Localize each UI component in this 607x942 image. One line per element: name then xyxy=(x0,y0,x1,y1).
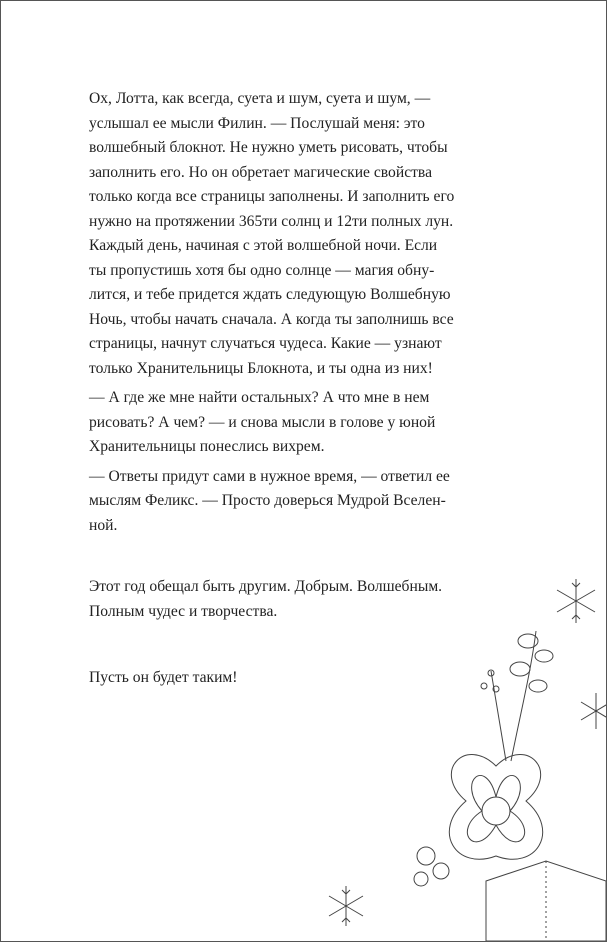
text-line: заполнить его. Но он обретает магические свойства xyxy=(89,163,433,181)
gift-box-icon xyxy=(486,861,606,941)
berries-icon xyxy=(414,847,449,886)
paragraph-questions xyxy=(89,386,454,460)
eucalyptus-branch-icon xyxy=(481,631,553,761)
text-line: ной. xyxy=(89,516,118,534)
text-line: услышал ее мысли Филин. — Послушай меня: это xyxy=(89,114,425,132)
text-line: нужно на протяжении 365ти солнц и 12ти полных лун. xyxy=(89,212,454,230)
text-line: Каждый день, начиная с этой волшебной ночи. Если xyxy=(89,237,438,254)
text-line: только Хранительницы Блокнота, и ты одна из них! xyxy=(89,359,433,377)
text-line: Этот год обещал быть другим. Добрым. Волшебным. xyxy=(89,578,443,595)
text-line: Ночь, чтобы начать сначала. А когда ты заполнишь все xyxy=(89,310,454,328)
text-line: ты пропустишь хотя бы одно солнце — магия обну- xyxy=(89,261,435,279)
snowflake-icon xyxy=(581,693,606,729)
flower-icon xyxy=(449,755,542,860)
text-line: лится, и тебе придется ждать следующую Волшебную xyxy=(89,286,451,303)
text-line: страницы, начнут случаться чудеса. Какие — узнают xyxy=(89,335,442,352)
text-line: Хранительницы понеслись вихрем. xyxy=(89,438,325,455)
text-line: — Ответы придут сами в нужное время, — ответил ее xyxy=(89,467,450,485)
text-line: Полным чудес и творчества. xyxy=(89,602,278,620)
paragraph-owl-speech xyxy=(89,87,454,381)
snowflake-icon xyxy=(329,886,363,926)
text-line: — А где же мне найти остальных? А что мне в нем xyxy=(89,389,430,406)
snowflake-icon xyxy=(557,579,595,623)
floral-illustration xyxy=(306,561,606,941)
text-line: Пусть он будет таким! xyxy=(89,669,238,686)
text-line: только когда все страницы заполнены. И заполнить его xyxy=(89,188,455,205)
text-line: мыслям Феликс. — Просто доверься Мудрой Вселен- xyxy=(89,492,446,509)
paragraph-answer xyxy=(89,465,454,539)
text-line: волшебный блокнот. Не нужно уметь рисовать, чтобы xyxy=(89,139,448,156)
text-line: рисовать? А чем? — и снова мысли в голове у юной xyxy=(89,413,436,431)
text-line: Ох, Лотта, как всегда, суета и шум, суета и шум, — xyxy=(89,90,431,107)
